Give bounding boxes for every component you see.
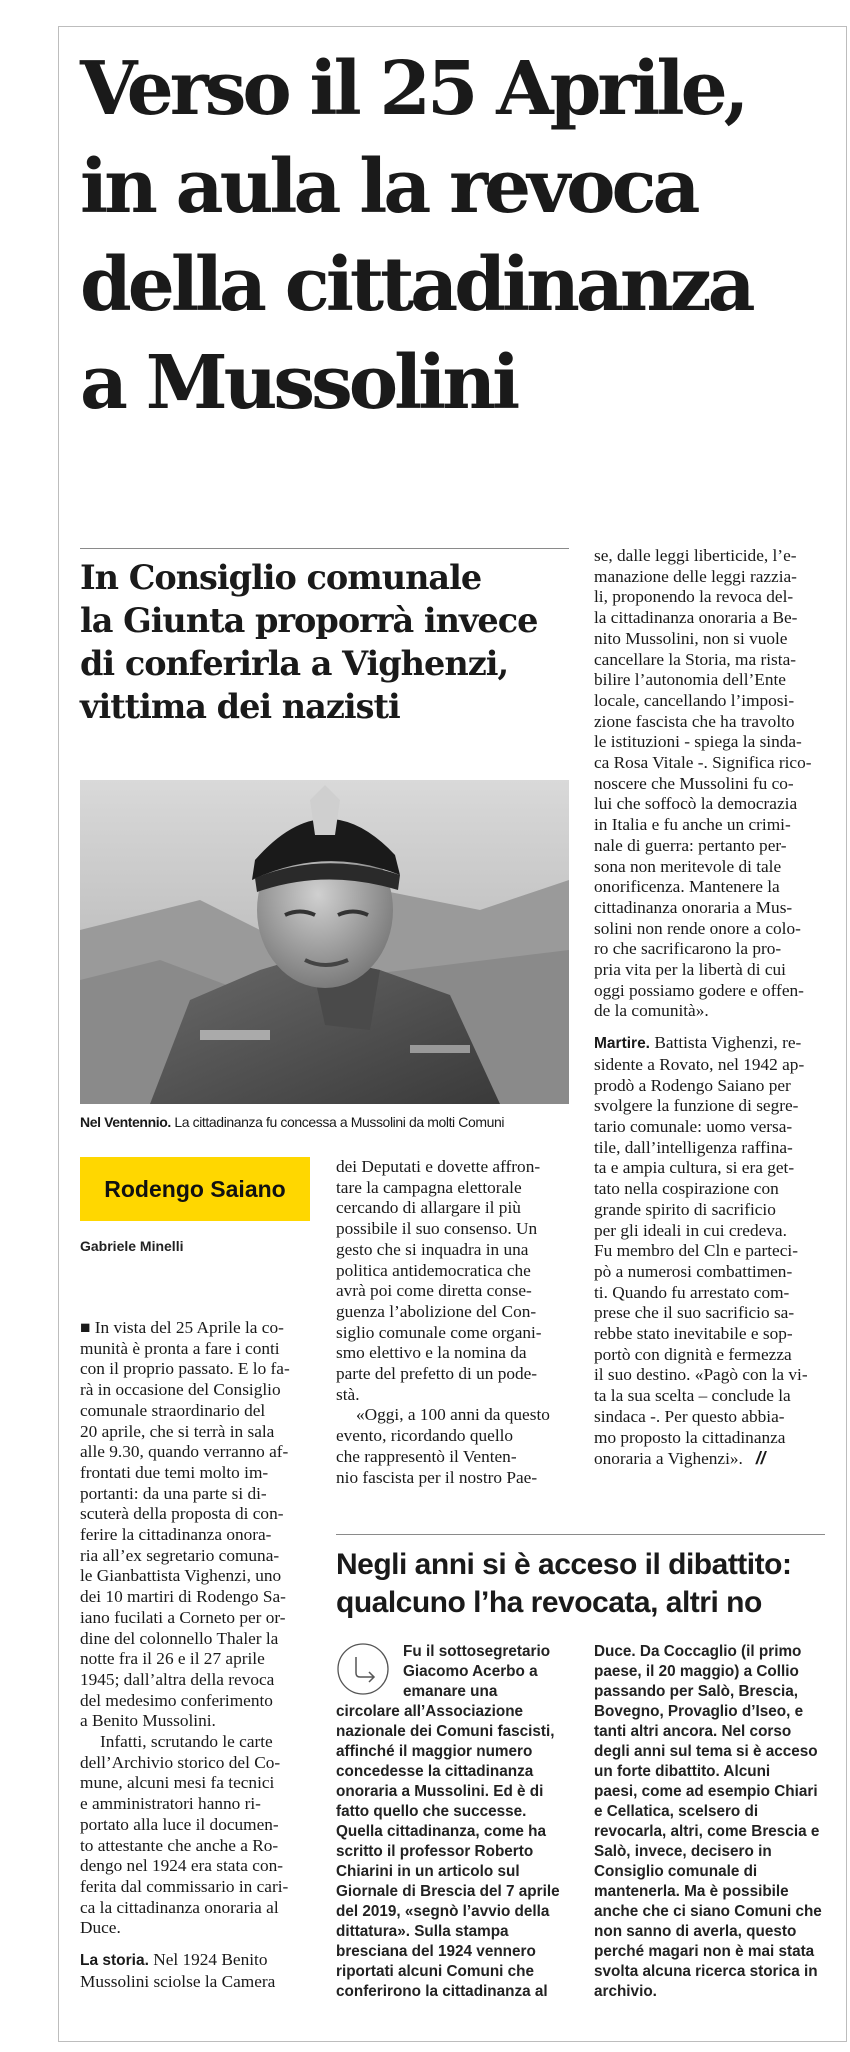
photo-caption: [80, 1113, 600, 1132]
box-line: scritto il professor Roberto: [336, 1843, 534, 1860]
subtitle-line: vittima dei nazisti: [80, 687, 400, 726]
box-line: onoraria a Mussolini. Ed è di: [336, 1783, 544, 1800]
body-line: munità è pronta a fare i conti: [80, 1338, 280, 1358]
body-line: siglio comunale come organi-: [336, 1322, 542, 1342]
body-line: dengo nel 1924 era stata con-: [80, 1856, 283, 1876]
body-line: 1945; dall’altra della revoca: [80, 1669, 275, 1689]
box-line: perché magari non è mai stata: [594, 1943, 815, 1960]
body-line: dei 10 martiri di Rodengo Sa-: [80, 1587, 286, 1607]
body-line: mune, alcuni mesi fa tecnici: [80, 1773, 275, 1793]
body-line: le Gianbattista Vighenzi, uno: [80, 1566, 282, 1586]
body-line: zione fascista che ha travolto: [594, 711, 795, 731]
body-line: ca la cittadinanza onoraria al: [80, 1897, 279, 1917]
box-line: Salò, invece, decisero in: [594, 1843, 772, 1860]
box-line: e Cellatica, scelsero di: [594, 1803, 759, 1820]
divider: [80, 548, 569, 549]
box-divider: [336, 1534, 825, 1535]
body-line: noscere che Mussolini fu co-: [594, 773, 794, 793]
body-line: stà.: [336, 1384, 360, 1404]
body-line: oggi possiamo godere e offen-: [594, 980, 804, 1000]
box-line: anche che ci siano Comuni che: [594, 1903, 822, 1920]
body-line: «Oggi, a 100 anni da questo: [356, 1405, 550, 1425]
body-line: prese che il suo sacrificio sa-: [594, 1303, 795, 1323]
subtitle: [80, 556, 580, 728]
box-line: fatto quello che successe.: [336, 1803, 527, 1820]
caption-lead: Nel Ventennio.: [80, 1114, 171, 1130]
box-line: Chiarini in un articolo sul: [336, 1863, 520, 1880]
body-line: per gli ideali in cui credeva.: [594, 1220, 787, 1240]
body-line: nio fascista per il nostro Pae-: [336, 1467, 538, 1487]
body-line: tile, dall’intelligenza raffina-: [594, 1137, 793, 1157]
caption-text: La cittadinanza fu concessa a Mussolini da molti Comuni: [170, 1114, 505, 1130]
body-line: Duce.: [80, 1918, 121, 1938]
box-line: tanti altri ancora. Nel corso: [594, 1723, 792, 1740]
body-column-2: [336, 1157, 568, 1488]
body-line: ria all’ex segretario comuna-: [80, 1545, 280, 1565]
body-line: sindaca -. Per questo abbia-: [594, 1406, 785, 1426]
box-line: svolta alcuna ricerca storica in: [594, 1963, 818, 1980]
box-line: concedesse la cittadinanza: [336, 1763, 534, 1780]
body-line: de la comunità».: [594, 1001, 709, 1021]
body-line: a Benito Mussolini.: [80, 1711, 216, 1731]
box-title-line: qualcuno l’ha revocata, altri no: [336, 1586, 762, 1619]
body-line: li, proponendo la revoca del-: [594, 587, 794, 607]
box-title-line: Negli anni si è acceso il dibattito:: [336, 1548, 792, 1581]
end-mark: //: [755, 1448, 766, 1469]
body-line: sona non meritevole di tale: [594, 856, 782, 876]
body-line: prodò a Rodengo Saiano per: [594, 1075, 791, 1095]
body-line: ta la sua scelta – conclude la: [594, 1386, 791, 1406]
box-line: dittatura». Sulla stampa: [336, 1923, 509, 1940]
body-line: politica antidemocratica che: [336, 1260, 531, 1280]
body-line: guenza l’abolizione del Con-: [336, 1301, 537, 1321]
headline: [80, 40, 800, 432]
body-line: ro che sacrificarono la pro-: [594, 939, 782, 959]
body-line: del medesimo conferimento: [80, 1690, 273, 1710]
body-line: nale di guerra: pertanto per-: [594, 835, 787, 855]
body-line: Infatti, scrutando le carte: [100, 1732, 273, 1752]
headline-line: a Mussolini: [80, 340, 517, 426]
body-line: pò a numerosi combattimen-: [594, 1261, 793, 1281]
body-line: cancellare la Storia, ma rista-: [594, 649, 796, 669]
body-column-3: [594, 546, 825, 1470]
body-line: in Italia e fu anche un crimi-: [594, 815, 791, 835]
body-line: alle 9.30, quando verranno af-: [80, 1442, 289, 1462]
body-line: 20 aprile, che si terrà in sala: [80, 1421, 275, 1441]
body-line: mo proposto la cittadinanza: [594, 1427, 786, 1447]
body-line: Fu membro del Cln e parteci-: [594, 1241, 798, 1261]
body-line: ca Rosa Vitale -. Significa rico-: [594, 753, 812, 773]
body-line: locale, cancellando l’imposi-: [594, 690, 795, 710]
body-line: ferire la cittadinanza onora-: [80, 1525, 272, 1545]
box-column-1: [336, 1642, 576, 2002]
box-line: Fu il sottosegretario: [403, 1643, 551, 1660]
subtitle-line: di conferirla a Vighenzi,: [80, 644, 509, 683]
body-line: rebbe stato inevitabile e sop-: [594, 1324, 793, 1344]
body-line: comunale straordinario del: [80, 1400, 266, 1420]
box-line: bresciana del 1924 vennero: [336, 1943, 536, 1960]
body-line: cercando di allargare il più: [336, 1198, 521, 1218]
body-line: rà in occasione del Consiglio: [80, 1380, 281, 1400]
body-line: con il proprio passato. E lo fa-: [80, 1359, 290, 1379]
body-line: portato alla luce il documen-: [80, 1814, 279, 1834]
paragraph-lead: La storia.: [80, 1952, 149, 1970]
box-line: degli anni sul tema si è acceso: [594, 1743, 818, 1760]
body-line: ta e ampia cultura, si era get-: [594, 1158, 795, 1178]
body-line: onorificenza. Mantenere la: [594, 877, 780, 897]
box-line: Consiglio comunale di: [594, 1863, 758, 1880]
body-text: Battista Vighenzi, re-: [650, 1033, 802, 1053]
body-line: se, dalle leggi liberticide, l’e-: [594, 546, 797, 565]
body-line: sidente a Rovato, nel 1942 ap-: [594, 1054, 805, 1074]
body-line: evento, ricordando quello: [336, 1426, 514, 1446]
body-line: parte del prefetto di un pode-: [336, 1364, 538, 1384]
headline-line: Verso il 25 Aprile,: [80, 46, 746, 132]
body-line: portò con dignità e fermezza: [594, 1344, 792, 1364]
body-line: scuterà della proposta di con-: [80, 1504, 284, 1524]
body-line: solini non rende onore a colo-: [594, 918, 801, 938]
box-line: un forte dibattito. Alcuni: [594, 1763, 771, 1780]
body-line: Mussolini sciolse la Camera: [80, 1971, 276, 1991]
box-line: emanare una: [403, 1683, 498, 1700]
body-line: grande spirito di sacrificio: [594, 1199, 776, 1219]
subtitle-line: la Giunta proporrà invece: [80, 601, 538, 640]
body-line: manazione delle leggi razzia-: [594, 566, 797, 586]
body-line: bilire l’autonomia dell’Ente: [594, 670, 786, 690]
body-line: smo elettivo e la nomina da: [336, 1343, 527, 1363]
box-line: archivio.: [594, 1983, 657, 2000]
body-line: [80, 1950, 310, 1972]
body-column-1: [80, 1318, 310, 1993]
box-line: paese, il 20 maggio) a Collio: [594, 1663, 799, 1680]
box-line: paesi, come ad esempio Chiari: [594, 1783, 818, 1800]
body-line: svolgere la funzione di segre-: [594, 1096, 799, 1116]
body-line: portanti: da una parte si di-: [80, 1483, 267, 1503]
body-line: nito Mussolini, non si vuole: [594, 628, 788, 648]
box-line: circolare all’Associazione: [336, 1703, 524, 1720]
subtitle-line: In Consiglio comunale: [80, 558, 482, 597]
box-line: nazionale dei Comuni fascisti,: [336, 1723, 555, 1740]
body-line: tare la campagna elettorale: [336, 1177, 522, 1197]
box-line: revocarla, altri, come Brescia e: [594, 1823, 820, 1840]
box-line: non sanno di averla, questo: [594, 1923, 797, 1940]
body-line: pria vita per la libertà di cui: [594, 960, 786, 980]
body-line: dine del colonnello Thaler la: [80, 1628, 279, 1648]
body-line: notte fra il 26 e il 27 aprile: [80, 1649, 265, 1669]
body-line: ti. Quando fu arrestato com-: [594, 1282, 790, 1302]
body-line: ■ In vista del 25 Aprile la co-: [80, 1318, 284, 1337]
body-text: onoraria a Vighenzi».: [594, 1449, 743, 1469]
box-line: Giornale di Brescia del 7 aprile: [336, 1883, 560, 1900]
body-line: che rappresentò il Venten-: [336, 1446, 517, 1466]
box-title: [336, 1546, 836, 1622]
body-line: frontati due temi molto im-: [80, 1462, 269, 1482]
box-line: affinché il maggior numero: [336, 1743, 533, 1760]
box-line: del 2019, «segnò l’avvio della: [336, 1903, 550, 1920]
body-line: possibile il suo consenso. Un: [336, 1219, 538, 1239]
body-line: dei Deputati e dovette affron-: [336, 1157, 541, 1176]
body-line: lui che soffocò la democrazia: [594, 794, 798, 814]
paragraph-lead: Martire.: [594, 1035, 650, 1053]
body-line: to attestante che anche a Ro-: [80, 1835, 279, 1855]
headline-line: della cittadinanza: [80, 242, 752, 328]
body-line: ferita dal commissario in cari-: [80, 1876, 289, 1896]
box-line: riportati alcuni Comuni che: [336, 1963, 535, 1980]
body-line: la cittadinanza onoraria a Be-: [594, 608, 798, 628]
body-line: [594, 1033, 825, 1055]
headline-line: in aula la revoca: [80, 144, 697, 230]
section-label: Rodengo Saiano: [80, 1157, 310, 1221]
body-line: cittadinanza onoraria a Mus-: [594, 897, 793, 917]
box-column-2: [594, 1642, 834, 2002]
body-line: iano fucilati a Corneto per or-: [80, 1607, 286, 1627]
body-line: gesto che si inquadra in una: [336, 1239, 529, 1259]
body-line: il suo destino. «Pagò con la vi-: [594, 1365, 808, 1385]
box-line: passando per Salò, Brescia,: [594, 1683, 799, 1700]
body-line: e amministratori hanno ri-: [80, 1794, 261, 1814]
body-line: tario comunale: uomo versa-: [594, 1116, 793, 1136]
body-line: [594, 1448, 825, 1470]
byline: Gabriele Minelli: [80, 1238, 184, 1254]
box-line: Bovegno, Provaglio d’Iseo, e: [594, 1703, 804, 1720]
body-text: Nel 1924 Benito: [148, 1950, 268, 1970]
box-line: Duce. Da Coccaglio (il primo: [594, 1643, 802, 1660]
body-line: le istituzioni - spiega la sinda-: [594, 732, 802, 752]
box-line: mantenerla. Ma è possibile: [594, 1883, 789, 1900]
box-line: Quella cittadinanza, come ha: [336, 1823, 546, 1840]
body-line: avrà poi come diretta conse-: [336, 1281, 532, 1301]
box-line: Giacomo Acerbo a: [403, 1663, 538, 1680]
mussolini-portrait-photo: [80, 780, 569, 1104]
body-line: tato nella cospirazione con: [594, 1179, 779, 1199]
body-line: dell’Archivio storico del Co-: [80, 1752, 281, 1772]
box-line: conferirono la cittadinanza al: [336, 1983, 548, 2000]
